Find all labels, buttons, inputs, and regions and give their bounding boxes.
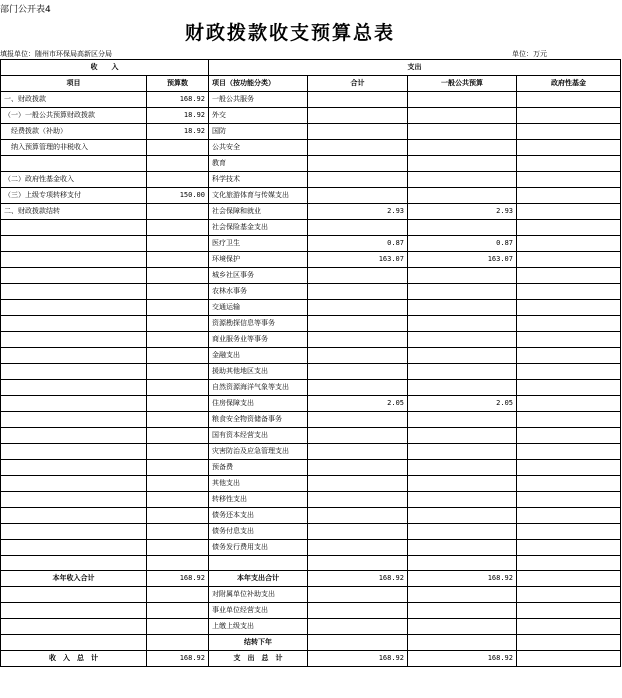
general-budget-cell <box>408 428 517 444</box>
empty-cell <box>1 619 147 635</box>
budget-cell <box>147 476 209 492</box>
income-item-cell <box>1 156 147 172</box>
table-row <box>1 412 621 428</box>
table-row <box>1 460 621 476</box>
empty-cell <box>308 603 408 619</box>
fund-cell <box>517 348 621 364</box>
col-general-header: 一般公共预算 <box>408 76 517 92</box>
total-cell <box>308 428 408 444</box>
total-cell <box>308 268 408 284</box>
general-budget-cell <box>408 172 517 188</box>
general-budget-cell <box>408 188 517 204</box>
grand-income-label: 收 入 总 计 <box>1 651 147 667</box>
empty-cell <box>1 603 147 619</box>
total-cell <box>308 172 408 188</box>
carry-over-label: 结转下年 <box>209 635 308 651</box>
income-item-cell <box>1 348 147 364</box>
general-budget-cell <box>408 348 517 364</box>
general-budget-cell <box>408 364 517 380</box>
grand-total-row <box>1 651 621 667</box>
income-item-cell <box>1 428 147 444</box>
expense-item-cell: 灾害防治及应急管理支出 <box>209 444 308 460</box>
total-cell <box>308 540 408 556</box>
empty-cell <box>408 603 517 619</box>
income-item-cell <box>1 380 147 396</box>
extra-expense-item: 上缴上级支出 <box>209 619 308 635</box>
income-item-cell <box>1 332 147 348</box>
income-item-cell <box>1 460 147 476</box>
empty-cell <box>517 619 621 635</box>
col-item-header: 项目 <box>1 76 147 92</box>
total-cell <box>308 300 408 316</box>
income-total-label: 本年收入合计 <box>1 571 147 587</box>
expense-item-cell: 科学技术 <box>209 172 308 188</box>
general-budget-cell <box>408 332 517 348</box>
table-row <box>1 428 621 444</box>
income-item-cell <box>1 492 147 508</box>
total-cell <box>308 332 408 348</box>
budget-cell <box>147 220 209 236</box>
general-budget-cell: 0.87 <box>408 236 517 252</box>
total-cell: 2.05 <box>308 396 408 412</box>
budget-cell <box>147 140 209 156</box>
general-budget-cell <box>408 108 517 124</box>
table-row <box>1 156 621 172</box>
budget-cell <box>147 444 209 460</box>
total-cell <box>308 492 408 508</box>
general-budget-cell: 2.05 <box>408 396 517 412</box>
empty-cell <box>308 587 408 603</box>
table-row <box>1 364 621 380</box>
expense-item-cell <box>209 556 308 571</box>
fund-cell <box>517 332 621 348</box>
fund-cell <box>517 156 621 172</box>
fund-cell <box>517 460 621 476</box>
budget-cell <box>147 492 209 508</box>
general-budget-cell <box>408 156 517 172</box>
general-budget-cell <box>408 124 517 140</box>
total-cell <box>308 508 408 524</box>
grand-expense-fund <box>517 651 621 667</box>
table-row <box>1 540 621 556</box>
expense-item-cell: 转移性支出 <box>209 492 308 508</box>
fund-cell <box>517 524 621 540</box>
table-row <box>1 284 621 300</box>
expense-item-cell: 农林水事务 <box>209 284 308 300</box>
empty-cell <box>147 619 209 635</box>
total-cell: 0.87 <box>308 236 408 252</box>
table-row <box>1 92 621 108</box>
total-cell <box>308 108 408 124</box>
empty-cell <box>147 635 209 651</box>
general-budget-cell <box>408 284 517 300</box>
expense-item-cell: 资源勘探信息等事务 <box>209 316 308 332</box>
general-budget-cell <box>408 220 517 236</box>
fund-cell <box>517 364 621 380</box>
income-item-cell <box>1 412 147 428</box>
extra-expense-row <box>1 587 621 603</box>
col-budget-header: 预算数 <box>147 76 209 92</box>
general-budget-cell <box>408 492 517 508</box>
total-cell: 163.07 <box>308 252 408 268</box>
reporting-unit: 填报单位：随州市环保局高新区分局 <box>0 50 112 58</box>
general-budget-cell <box>408 476 517 492</box>
general-budget-cell <box>408 524 517 540</box>
total-cell <box>308 124 408 140</box>
budget-cell <box>147 172 209 188</box>
budget-cell <box>147 524 209 540</box>
total-cell <box>308 380 408 396</box>
budget-cell <box>147 268 209 284</box>
income-item-cell <box>1 556 147 571</box>
general-budget-cell <box>408 508 517 524</box>
general-budget-cell <box>408 316 517 332</box>
total-cell <box>308 444 408 460</box>
general-budget-cell <box>408 444 517 460</box>
table-row <box>1 316 621 332</box>
general-budget-cell <box>408 380 517 396</box>
fund-cell <box>517 540 621 556</box>
empty-cell <box>308 619 408 635</box>
table-row <box>1 108 621 124</box>
total-cell <box>308 556 408 571</box>
general-budget-cell <box>408 140 517 156</box>
grand-expense-value: 168.92 <box>308 651 408 667</box>
fund-cell <box>517 92 621 108</box>
total-cell <box>308 188 408 204</box>
income-item-cell: （三）上级专项转移支付 <box>1 188 147 204</box>
expense-item-cell: 金融支出 <box>209 348 308 364</box>
table-row <box>1 236 621 252</box>
section-header-row <box>1 60 621 76</box>
budget-cell: 168.92 <box>147 92 209 108</box>
income-item-cell <box>1 220 147 236</box>
fund-cell <box>517 396 621 412</box>
expense-total-label: 本年支出合计 <box>209 571 308 587</box>
total-cell <box>308 348 408 364</box>
expense-item-cell: 社会保障和就业 <box>209 204 308 220</box>
table-row <box>1 492 621 508</box>
empty-cell <box>408 635 517 651</box>
income-item-cell <box>1 268 147 284</box>
fund-cell <box>517 556 621 571</box>
budget-cell: 18.92 <box>147 124 209 140</box>
income-item-cell: （二）政府性基金收入 <box>1 172 147 188</box>
expense-item-cell: 国防 <box>209 124 308 140</box>
fund-cell <box>517 236 621 252</box>
table-row <box>1 348 621 364</box>
budget-cell <box>147 284 209 300</box>
expense-item-cell: 交通运输 <box>209 300 308 316</box>
table-row <box>1 332 621 348</box>
expense-item-cell: 债务发行费用支出 <box>209 540 308 556</box>
empty-cell <box>1 587 147 603</box>
fund-cell <box>517 492 621 508</box>
total-cell: 2.93 <box>308 204 408 220</box>
budget-cell <box>147 380 209 396</box>
budget-cell <box>147 556 209 571</box>
income-item-cell <box>1 236 147 252</box>
fund-cell <box>517 476 621 492</box>
fund-cell <box>517 316 621 332</box>
fund-cell <box>517 140 621 156</box>
expense-item-cell: 环境保护 <box>209 252 308 268</box>
expense-item-cell: 公共安全 <box>209 140 308 156</box>
expense-item-cell: 援助其他地区支出 <box>209 364 308 380</box>
total-cell <box>308 140 408 156</box>
general-budget-cell <box>408 460 517 476</box>
total-cell <box>308 412 408 428</box>
income-item-cell <box>1 252 147 268</box>
income-item-cell <box>1 540 147 556</box>
empty-cell <box>408 587 517 603</box>
fund-cell <box>517 188 621 204</box>
budget-cell <box>147 156 209 172</box>
expense-item-cell: 预备费 <box>209 460 308 476</box>
carry-over-row <box>1 635 621 651</box>
expense-item-cell: 教育 <box>209 156 308 172</box>
total-cell <box>308 92 408 108</box>
budget-cell <box>147 540 209 556</box>
income-item-cell <box>1 284 147 300</box>
total-cell <box>308 476 408 492</box>
grand-expense-general: 168.92 <box>408 651 517 667</box>
table-row <box>1 476 621 492</box>
general-budget-cell: 163.07 <box>408 252 517 268</box>
income-item-cell <box>1 300 147 316</box>
page-title: 财政拨款收支预算总表 <box>184 22 395 44</box>
total-cell <box>308 220 408 236</box>
budget-cell <box>147 332 209 348</box>
budget-cell <box>147 236 209 252</box>
budget-cell <box>147 412 209 428</box>
expense-item-cell: 城乡社区事务 <box>209 268 308 284</box>
expense-item-cell: 债务还本支出 <box>209 508 308 524</box>
budget-cell <box>147 460 209 476</box>
income-item-cell <box>1 444 147 460</box>
fund-cell <box>517 428 621 444</box>
table-row <box>1 444 621 460</box>
total-cell <box>308 524 408 540</box>
fund-cell <box>517 268 621 284</box>
col-fund-header: 政府性基金 <box>517 76 621 92</box>
expense-item-cell: 一般公共服务 <box>209 92 308 108</box>
money-unit: 单位：万元 <box>512 50 547 58</box>
empty-cell <box>408 619 517 635</box>
income-item-cell <box>1 524 147 540</box>
expense-total-fund <box>517 571 621 587</box>
total-cell <box>308 460 408 476</box>
expense-item-cell: 债务付息支出 <box>209 524 308 540</box>
expense-item-cell: 国有资本经营支出 <box>209 428 308 444</box>
empty-cell <box>517 603 621 619</box>
table-row <box>1 204 621 220</box>
table-row <box>1 300 621 316</box>
expense-total-general: 168.92 <box>408 571 517 587</box>
income-item-cell <box>1 364 147 380</box>
income-item-cell: 二、财政拨款结转 <box>1 204 147 220</box>
col-exp-item-header: 项目（按功能分类） <box>209 76 308 92</box>
total-cell <box>308 364 408 380</box>
fund-cell <box>517 508 621 524</box>
general-budget-cell <box>408 556 517 571</box>
total-cell <box>308 316 408 332</box>
expense-item-cell: 住房保障支出 <box>209 396 308 412</box>
expense-total-value: 168.92 <box>308 571 408 587</box>
expense-section-header: 支出 <box>209 60 621 76</box>
expense-item-cell: 外交 <box>209 108 308 124</box>
general-budget-cell <box>408 540 517 556</box>
table-row <box>1 396 621 412</box>
fund-cell <box>517 284 621 300</box>
fund-cell <box>517 108 621 124</box>
budget-cell <box>147 348 209 364</box>
general-budget-cell: 2.93 <box>408 204 517 220</box>
empty-cell <box>517 587 621 603</box>
column-header-row <box>1 76 621 92</box>
general-budget-cell <box>408 92 517 108</box>
grand-expense-label: 支 出 总 计 <box>209 651 308 667</box>
year-total-row <box>1 571 621 587</box>
expense-item-cell: 医疗卫生 <box>209 236 308 252</box>
table-row <box>1 124 621 140</box>
income-item-cell: 一、财政拨款 <box>1 92 147 108</box>
table-row <box>1 556 621 571</box>
budget-cell: 150.00 <box>147 188 209 204</box>
fund-cell <box>517 444 621 460</box>
budget-cell <box>147 396 209 412</box>
income-item-cell <box>1 476 147 492</box>
expense-item-cell: 其他支出 <box>209 476 308 492</box>
extra-expense-item: 事业单位经营支出 <box>209 603 308 619</box>
fund-cell <box>517 172 621 188</box>
budget-cell: 18.92 <box>147 108 209 124</box>
total-cell <box>308 284 408 300</box>
empty-cell <box>147 603 209 619</box>
fund-cell <box>517 300 621 316</box>
income-item-cell: 经费拨款（补助） <box>1 124 147 140</box>
empty-cell <box>308 635 408 651</box>
expense-item-cell: 社会保险基金支出 <box>209 220 308 236</box>
table-row <box>1 508 621 524</box>
fund-cell <box>517 380 621 396</box>
income-item-cell: （一）一般公共预算财政拨款 <box>1 108 147 124</box>
fund-cell <box>517 124 621 140</box>
table-row <box>1 524 621 540</box>
budget-cell <box>147 204 209 220</box>
expense-item-cell: 粮食安全物资储备事务 <box>209 412 308 428</box>
expense-item-cell: 文化旅游体育与传媒支出 <box>209 188 308 204</box>
empty-cell <box>147 587 209 603</box>
income-total-value: 168.92 <box>147 571 209 587</box>
budget-cell <box>147 316 209 332</box>
extra-expense-item: 对附属单位补助支出 <box>209 587 308 603</box>
form-code: 部门公开表4 <box>0 5 51 15</box>
table-row <box>1 172 621 188</box>
budget-cell <box>147 252 209 268</box>
general-budget-cell <box>408 412 517 428</box>
table-row <box>1 252 621 268</box>
empty-cell <box>1 635 147 651</box>
budget-cell <box>147 428 209 444</box>
income-item-cell <box>1 316 147 332</box>
income-item-cell <box>1 508 147 524</box>
empty-cell <box>517 635 621 651</box>
income-item-cell <box>1 396 147 412</box>
extra-expense-row <box>1 619 621 635</box>
expense-item-cell: 商业服务业等事务 <box>209 332 308 348</box>
fund-cell <box>517 204 621 220</box>
income-item-cell: 纳入预算管理的非税收入 <box>1 140 147 156</box>
table-row <box>1 140 621 156</box>
grand-income-value: 168.92 <box>147 651 209 667</box>
budget-cell <box>147 300 209 316</box>
general-budget-cell <box>408 300 517 316</box>
table-row <box>1 220 621 236</box>
table-row <box>1 380 621 396</box>
fund-cell <box>517 412 621 428</box>
fund-cell <box>517 220 621 236</box>
general-budget-cell <box>408 268 517 284</box>
budget-table <box>0 59 621 667</box>
extra-expense-row <box>1 603 621 619</box>
table-row <box>1 188 621 204</box>
total-cell <box>308 156 408 172</box>
table-row <box>1 268 621 284</box>
income-section-header: 收 入 <box>1 60 209 76</box>
budget-cell <box>147 364 209 380</box>
expense-item-cell: 自然资源海洋气象等支出 <box>209 380 308 396</box>
fund-cell <box>517 252 621 268</box>
col-total-header: 合计 <box>308 76 408 92</box>
budget-cell <box>147 508 209 524</box>
